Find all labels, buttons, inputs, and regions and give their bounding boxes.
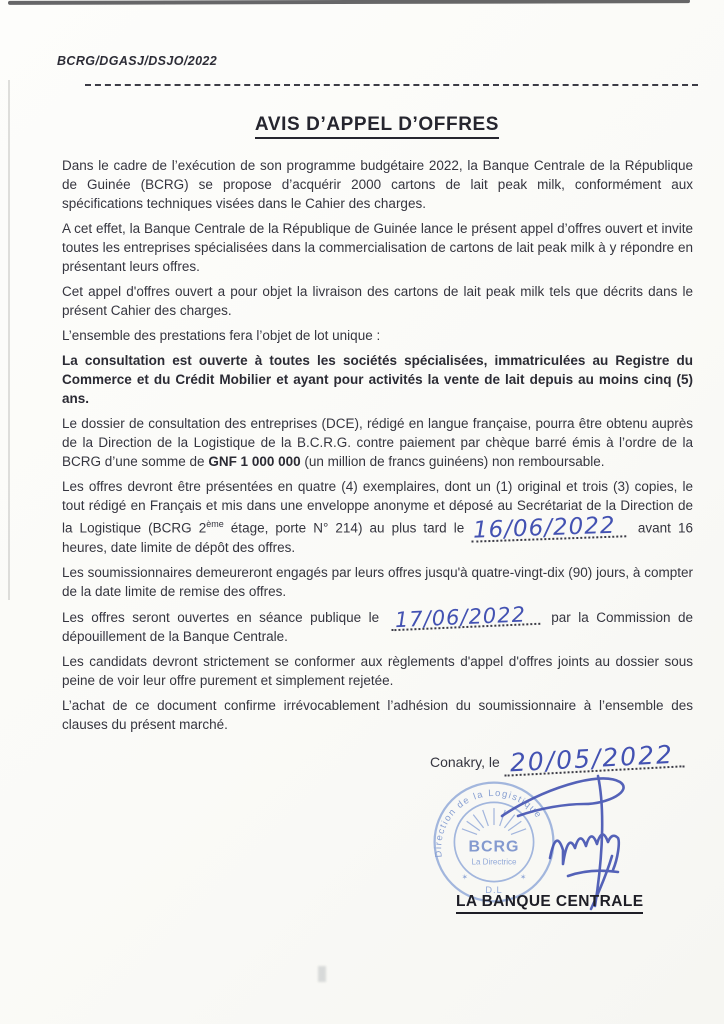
location-label: Conakry, le — [430, 753, 500, 770]
paragraph-10: Les candidats devront strictement se conformer aux règlements d'appel d'offres joints au dossier sous peine de voir leur offre purement et simplement rejetée. — [62, 653, 693, 688]
stamp-star-right: ✶ — [520, 872, 527, 882]
stamp-bottom-text: D.L — [485, 883, 503, 895]
stamp-star-left: ✶ — [461, 872, 468, 882]
document-body — [62, 156, 693, 935]
scan-artifact-bottom — [318, 966, 326, 982]
signature-block — [62, 740, 693, 935]
scan-artifact-top — [8, 0, 690, 5]
paragraph-8: Les soumissionnaires demeureront engagés par leurs offres jusqu'à quatre-vingt-dix (90) jours, à compter de la date limite de remise des offres. — [62, 564, 693, 599]
paragraph-9-text-2: par la Commission de dépouillement de la Banque Centrale. — [62, 609, 693, 644]
paragraph-11: L’achat de ce document confirme irrévocablement l’adhésion du soumissionnaire à l’ensemble des clauses du présent marché. — [62, 697, 693, 732]
stamp-role-text: La Directrice — [471, 857, 517, 867]
tender-fee-amount: GNF 1 000 000 — [208, 454, 301, 469]
paragraph-3: Cet appel d'offres ouvert a pour objet la livraison des cartons de lait peak milk tels que décrits dans le présent Cahier des charges. — [62, 284, 693, 318]
paragraph-7 — [62, 477, 693, 557]
deposit-date-handwritten: 16/06/2022 — [471, 517, 626, 542]
stamp-center-text: BCRG — [468, 836, 520, 855]
scan-artifact-left — [8, 80, 10, 600]
paragraph-6 — [62, 414, 693, 471]
document-title: AVIS D’APPEL D’OFFRES — [255, 114, 499, 139]
ordinal-superscript: ème — [206, 519, 224, 529]
paragraph-9-text: Les offres seront ouvertes en séance publique le — [62, 609, 387, 625]
paragraph-6-text-2: (un million de francs guinéens) non remboursable. — [300, 454, 605, 469]
paragraph-1: Dans le cadre de l’exécution de son programme budgétaire 2022, la Banque Centrale de la République de Guinée (BCRG) se propose d’acquérir 2000 cartons de lait peak milk, conformément aux spécifications techniques visées dans le Cahier des charges. — [62, 158, 693, 211]
paragraph-2: A cet effet, la Banque Centrale de la République de Guinée lance le présent appel d’offres ouvert et invite toutes les entreprises spécialisées dans la commercialisation de cartons de lait peak milk à y répondre en présentant leurs offres. — [62, 221, 693, 274]
paragraph-6-text: Le dossier de consultation des entreprises (DCE), rédigé en langue française, pourra être obtenu auprès de la Direction de la Logistique de la B.C.R.G. contre paiement par chèque barré émis à l’ordre de la BCRG d’une somme de — [62, 416, 693, 469]
paragraph-5: La consultation est ouverte à toutes les sociétés spécialisées, immatriculées au Registre du Commerce et du Crédit Mobilier et ayant pour activités la vente de lait depuis au moins cinq (5) ans. — [62, 353, 693, 406]
paragraph-4: L’ensemble des prestations fera l’objet de lot unique : — [62, 328, 381, 343]
paragraph-9 — [62, 601, 693, 646]
paragraph-7-text-3: avant 16 heures, date limite de dépôt des offres. — [62, 520, 693, 555]
signature-date-handwritten: 20/05/2022 — [503, 745, 684, 776]
signatory-name: LA BANQUE CENTRALE — [456, 892, 643, 914]
paragraph-7-text-2: étage, porte N° 214) au plus tard le — [223, 520, 472, 536]
separator-line — [85, 84, 698, 86]
stamp-ring-text: Direction de la Logistique — [432, 786, 545, 858]
reference-number: BCRG/DGASJ/DSJO/2022 — [57, 54, 218, 68]
opening-date-handwritten: 17/06/2022 — [390, 605, 540, 630]
paragraph-7-text: Les offres devront être présentées en quatre (4) exemplaires, dont un (1) original et trois (3) copies, le tout rédigé en Français et mis dans une enveloppe anonyme et déposé au Secrétariat de la Direction de la Logistique (BCRG 2 — [62, 479, 693, 536]
